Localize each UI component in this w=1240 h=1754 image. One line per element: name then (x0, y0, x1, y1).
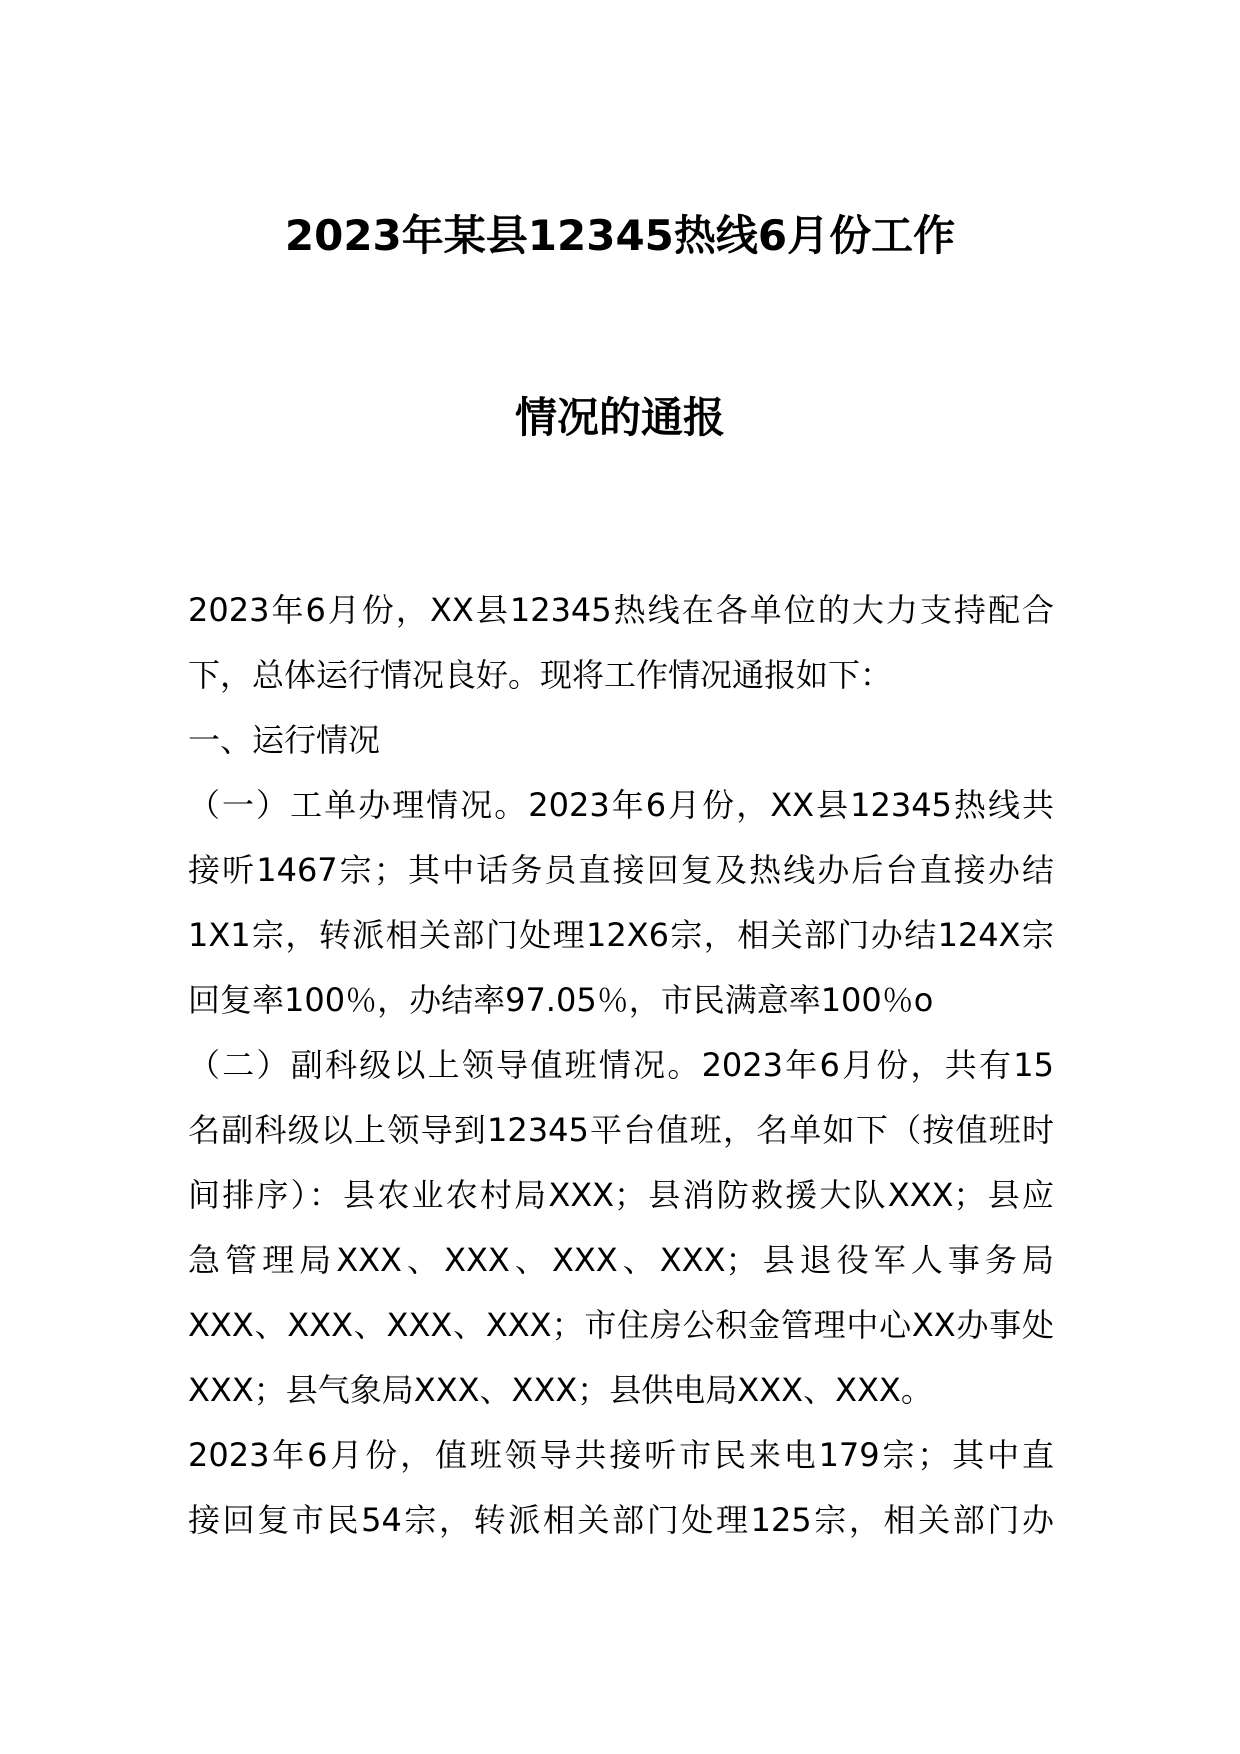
body-line-13: XXX；县气象局XXX、XXX；县供电局XXX、XXX。 (188, 1371, 933, 1409)
body-line-2: 下，总体运行情况良好。现将工作情况通报如下： (188, 656, 893, 694)
body-line-15: 接回复市民54宗，转派相关部门处理125宗，相关部门办 (188, 1501, 1054, 1539)
body-line-14: 2023年6月份，值班领导共接听市民来电179宗；其中直 (188, 1436, 1054, 1474)
document-body (188, 578, 1054, 1553)
body-line-6: 1X1宗，转派相关部门处理12X6宗，相关部门办结124X宗 (188, 916, 1054, 954)
body-line-5: 接听1467宗；其中话务员直接回复及热线办后台直接办结 (188, 851, 1054, 889)
body-line-10: 间排序）：县农业农村局XXX；县消防救援大队XXX；县应 (188, 1176, 1054, 1214)
body-line-1: 2023年6月份，XX县12345热线在各单位的大力支持配合 (188, 591, 1054, 629)
body-line-4: （一）工单办理情况。2023年6月份，XX县12345热线共 (188, 786, 1054, 824)
document-title-line-1: 2023年某县12345热线6月份工作 (284, 211, 956, 260)
body-line-11: 急管理局XXX、XXX、XXX、XXX；县退役军人事务局 (188, 1241, 1054, 1279)
body-line-8: （二）副科级以上领导值班情况。2023年6月份，共有15 (188, 1046, 1054, 1084)
document-title-line-2: 情况的通报 (514, 393, 725, 442)
body-line-7: 回复率100％，办结率97.05％，市民满意率100％o (188, 981, 934, 1019)
section-heading-operation: 一、运行情况 (188, 721, 381, 759)
body-line-9: 名副科级以上领导到12345平台值班，名单如下（按值班时 (188, 1111, 1054, 1149)
body-line-12: XXX、XXX、XXX、XXX；市住房公积金管理中心XX办事处 (188, 1306, 1054, 1344)
